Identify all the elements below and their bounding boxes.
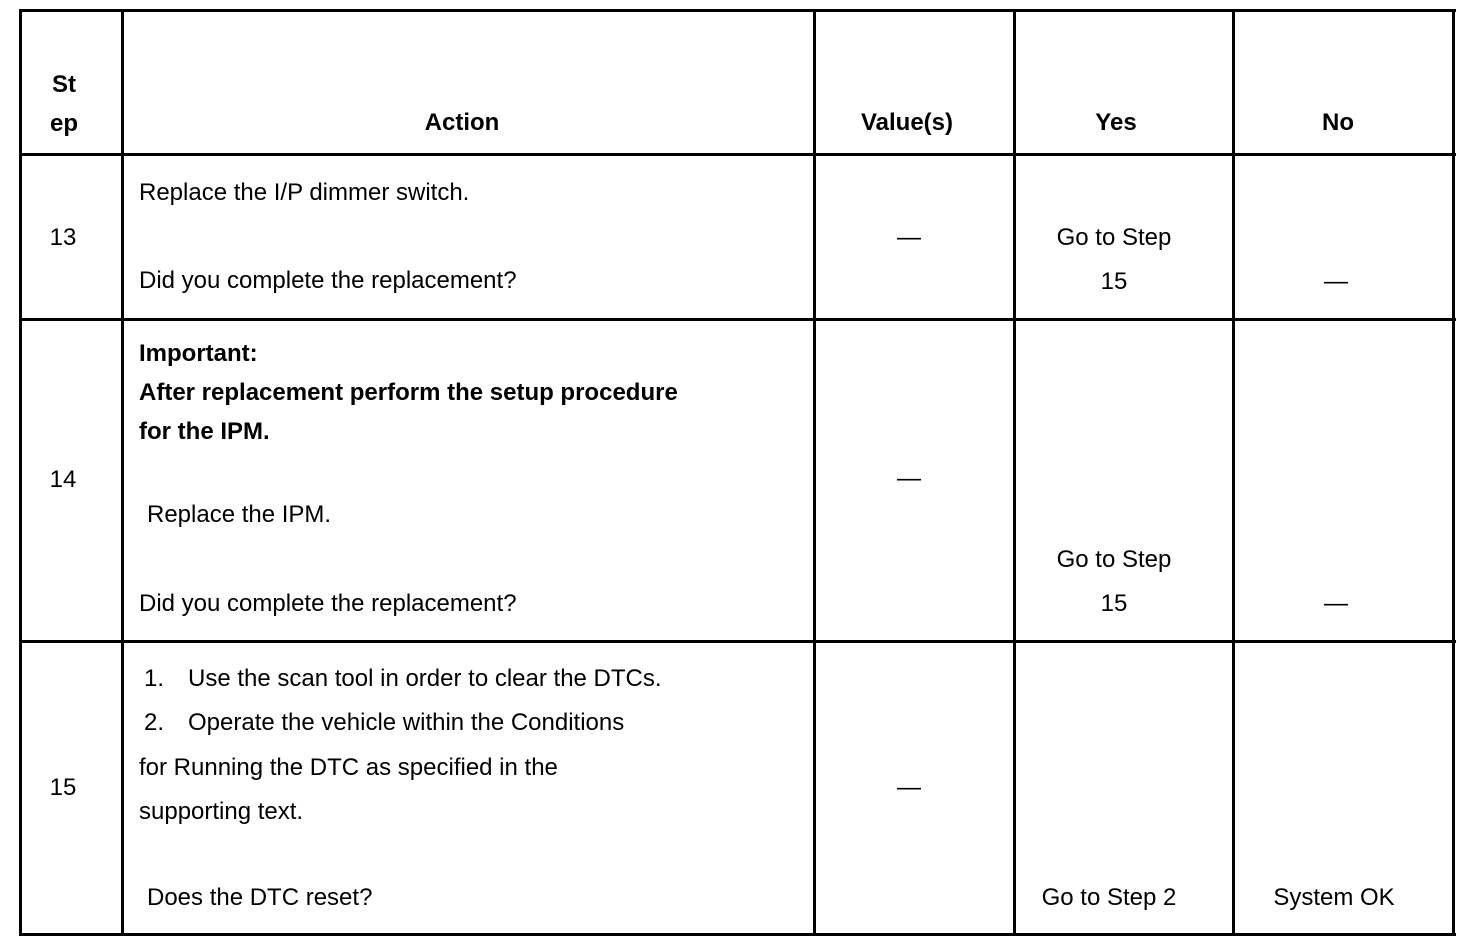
- header-step: St: [52, 71, 76, 98]
- list-item-continuation: supporting text.: [139, 798, 304, 825]
- column-divider: [1013, 9, 1016, 936]
- list-number: 1.: [144, 665, 165, 692]
- list-item-continuation: for Running the DTC as specified in the: [139, 754, 558, 781]
- step-number: 13: [49, 224, 77, 251]
- yes-cell: Go to Step: [1056, 546, 1172, 573]
- column-divider: [121, 9, 124, 936]
- step-number: 15: [49, 774, 77, 801]
- column-divider: [1232, 9, 1235, 936]
- action-text: Replace the I/P dimmer switch.: [139, 179, 470, 206]
- value-cell: —: [897, 465, 921, 492]
- action-question: Did you complete the replacement?: [139, 590, 517, 617]
- value-cell: —: [897, 224, 921, 251]
- yes-cell: 15: [1100, 590, 1128, 617]
- value-cell: —: [897, 774, 921, 801]
- no-cell: —: [1324, 590, 1348, 617]
- list-number: 2.: [144, 709, 165, 736]
- action-text: Replace the IPM.: [147, 501, 332, 528]
- table-border-right: [1452, 9, 1455, 936]
- list-item: Operate the vehicle within the Conditions: [188, 709, 625, 736]
- action-question: Does the DTC reset?: [147, 884, 373, 911]
- table-border-top: [19, 9, 1456, 12]
- header-no: No: [1322, 109, 1354, 136]
- no-cell: —: [1324, 268, 1348, 295]
- header-action: Action: [424, 109, 500, 136]
- table-border-left: [19, 9, 22, 936]
- important-note: After replacement perform the setup procedure: [139, 379, 678, 406]
- row-divider: [19, 318, 1456, 321]
- column-divider: [813, 9, 816, 936]
- step-number: 14: [49, 466, 77, 493]
- yes-cell: 15: [1100, 268, 1128, 295]
- header-divider: [19, 153, 1456, 156]
- header-step: ep: [49, 110, 79, 137]
- list-item: Use the scan tool in order to clear the DTCs.: [188, 665, 662, 692]
- no-cell: System OK: [1273, 884, 1395, 911]
- yes-cell: Go to Step 2: [1041, 884, 1177, 911]
- important-label: Important:: [139, 340, 258, 367]
- header-values: Value(s): [860, 109, 954, 136]
- header-yes: Yes: [1095, 109, 1137, 136]
- table-border-bottom: [19, 933, 1456, 936]
- action-question: Did you complete the replacement?: [139, 267, 517, 294]
- important-note: for the IPM.: [139, 418, 270, 445]
- yes-cell: Go to Step: [1056, 224, 1172, 251]
- row-divider: [19, 640, 1456, 643]
